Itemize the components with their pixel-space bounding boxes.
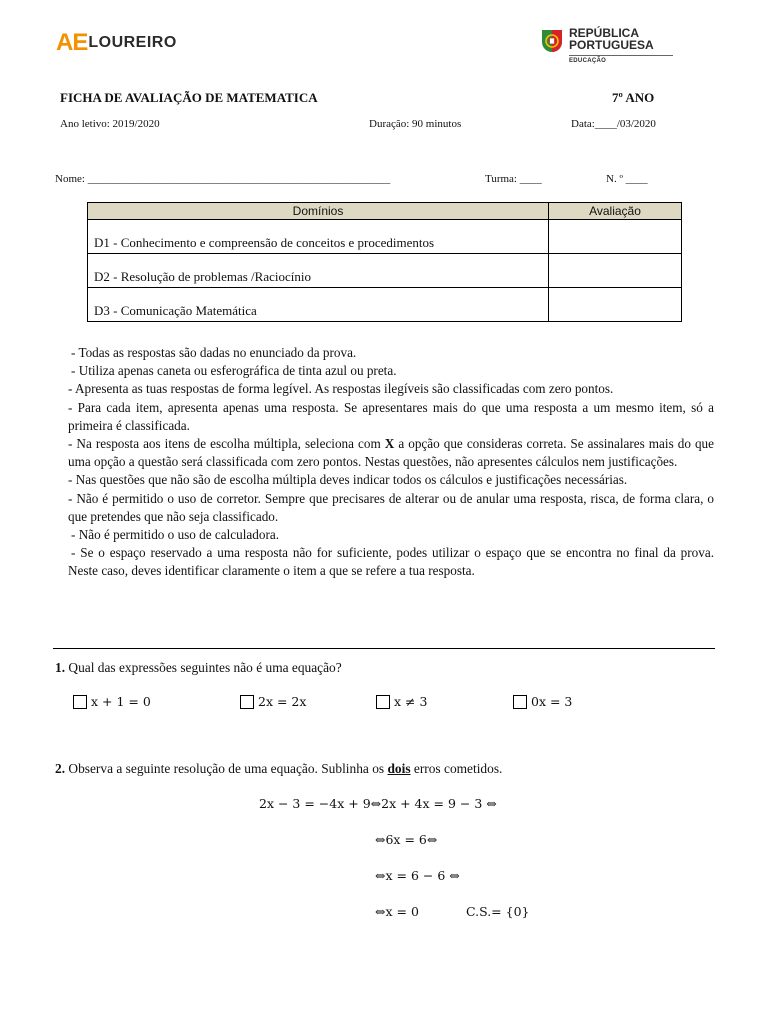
- instruction-x-before: - Na resposta aos itens de escolha múltipla, seleciona com: [68, 436, 385, 452]
- date-field: Data:____/03/2020: [571, 118, 656, 130]
- question-1-text: Qual das expressões seguintes não é uma equação?: [68, 660, 342, 675]
- government-logo: [539, 27, 673, 64]
- domain-d2: D2 - Resolução de problemas /Raciocínio: [88, 254, 549, 288]
- question-2-emphasis: dois: [387, 761, 411, 776]
- evaluation-cell-d2[interactable]: [549, 254, 682, 288]
- option-a[interactable]: [73, 694, 151, 709]
- instruction-item: - Nas questões que não são de escolha múltipla deves indicar todos os cálculos e justificações necessárias.: [68, 472, 628, 488]
- instruction-item: - Não é permitido o uso de corretor. Sempre que precisares de alterar ou de anular uma resposta, risca, de forma clara, o que pretendes que não seja classificado.: [68, 490, 714, 524]
- instruction-x-after: a opção que consideras correta. Se assinalares mais do que uma opção a questão será classificada com zero pontos. Nestas questões, não apresentes cálculos nem justificações.: [68, 436, 714, 470]
- school-logo-ae: AE: [56, 29, 88, 56]
- option-d-label: 0x = 3: [531, 694, 573, 709]
- question-2-number: 2.: [55, 761, 66, 776]
- instruction-x-mark: X: [384, 436, 395, 452]
- instruction-item: [68, 435, 714, 471]
- instruction-item: - Apresenta as tuas respostas de forma legível. As respostas ilegíveis são classificadas com zero pontos.: [68, 381, 614, 397]
- checkbox[interactable]: [376, 695, 390, 709]
- instructions: [68, 344, 714, 581]
- gov-logo-line3: EDUCAÇÃO: [569, 58, 607, 64]
- table-header-row: [88, 203, 682, 220]
- equation-step-2[interactable]: ⇔6x = 6⇔: [375, 832, 438, 847]
- question-2-text-after: erros cometidos.: [410, 761, 503, 776]
- option-a-label: x + 1 = 0: [91, 694, 151, 709]
- number-field[interactable]: N. º ____: [606, 173, 648, 185]
- gov-logo-line1: REPÚBLICA: [569, 26, 640, 40]
- instruction-item: - Para cada item, apresenta apenas uma resposta. Se apresentares mais do que uma resposta a um mesmo item, só a primeira é classificada.: [68, 399, 714, 433]
- table-row: [88, 220, 682, 254]
- page-title: FICHA DE AVALIAÇÃO DE MATEMATICA: [60, 90, 318, 105]
- checkbox[interactable]: [240, 695, 254, 709]
- gov-logo-divider: [569, 55, 673, 56]
- header-evaluation: Avaliação: [549, 203, 682, 220]
- instruction-item: - Se o espaço reservado a uma resposta não for suficiente, podes utilizar o espaço que se encontra no final da prova. Neste caso, deves identificar claramente o item a que se refere a tua resposta.: [68, 545, 714, 579]
- instruction-item: - Utiliza apenas caneta ou esferográfica de tinta azul ou preta.: [71, 363, 397, 379]
- duration: Duração: 90 minutos: [369, 118, 462, 130]
- checkbox[interactable]: [513, 695, 527, 709]
- class-field[interactable]: Turma: ____: [485, 173, 542, 185]
- option-c[interactable]: [376, 694, 427, 709]
- question-2: [55, 761, 502, 777]
- grade-label: 7º ANO: [612, 90, 655, 105]
- domains-table: [87, 202, 682, 322]
- domain-d1: D1 - Conhecimento e compreensão de conceitos e procedimentos: [88, 220, 549, 254]
- option-b[interactable]: [240, 694, 306, 709]
- table-row: [88, 254, 682, 288]
- question-1-number: 1.: [55, 660, 66, 675]
- equation-step-4[interactable]: ⇔x = 0: [375, 904, 419, 919]
- question-2-text-before: Observa a seguinte resolução de uma equação. Sublinha os: [68, 761, 388, 776]
- portugal-shield-icon: [539, 27, 565, 55]
- checkbox[interactable]: [73, 695, 87, 709]
- option-d[interactable]: [513, 694, 572, 709]
- equation-step-1[interactable]: 2x − 3 = −4x + 9⇔2x + 4x = 9 − 3 ⇔: [259, 796, 497, 811]
- instruction-item: - Todas as respostas são dadas no enunciado da prova.: [71, 345, 357, 360]
- evaluation-cell-d3[interactable]: [549, 288, 682, 322]
- gov-logo-line2: PORTUGUESA: [569, 38, 654, 52]
- option-b-label: 2x = 2x: [258, 694, 307, 709]
- section-divider: [53, 648, 715, 649]
- table-row: [88, 288, 682, 322]
- solution-set: C.S.= {0}: [466, 904, 530, 919]
- equation-step-3[interactable]: ⇔x = 6 − 6 ⇔: [375, 868, 460, 883]
- question-1: [55, 660, 342, 676]
- school-logo: [56, 30, 177, 56]
- domain-d3: D3 - Comunicação Matemática: [88, 288, 549, 322]
- option-c-label: x ≠ 3: [394, 694, 428, 709]
- evaluation-cell-d1[interactable]: [549, 220, 682, 254]
- header-domains: Domínios: [88, 203, 549, 220]
- name-field[interactable]: Nome: _______________________________________________________: [55, 173, 391, 185]
- school-year: Ano letivo: 2019/2020: [60, 118, 160, 130]
- instruction-item: - Não é permitido o uso de calculadora.: [71, 527, 279, 543]
- school-logo-name: LOUREIRO: [88, 34, 177, 51]
